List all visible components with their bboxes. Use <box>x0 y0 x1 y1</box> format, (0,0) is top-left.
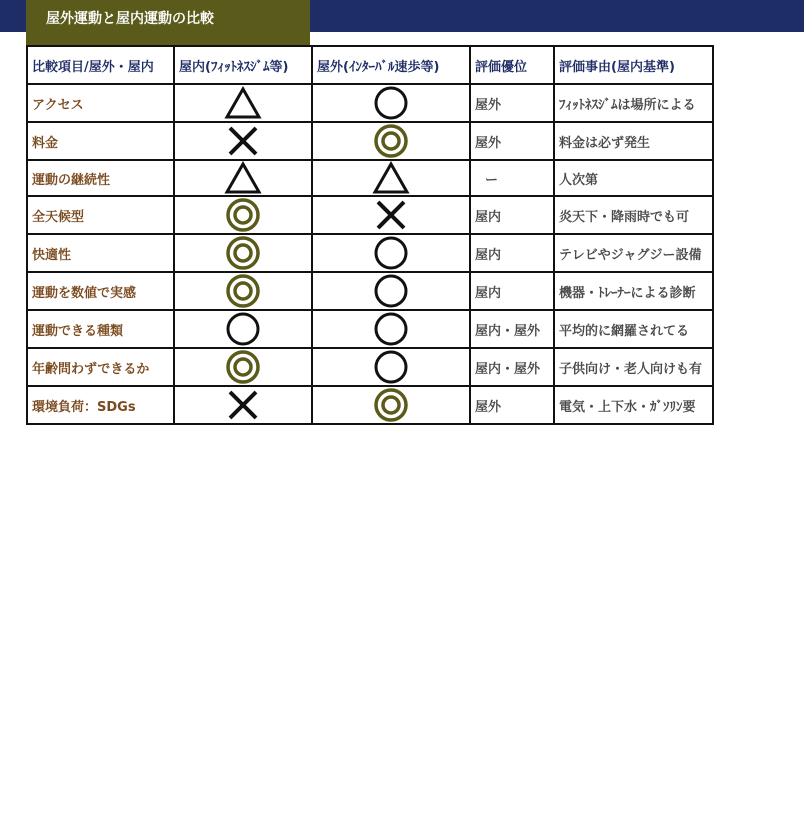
triangle-mark-icon <box>224 86 262 120</box>
item-label: 快適性 <box>27 234 174 272</box>
double-circle-mark-icon <box>373 123 409 159</box>
item-label: アクセス <box>27 84 174 122</box>
triangle-mark-icon <box>372 161 410 195</box>
table-row <box>27 234 713 272</box>
outdoor-rating <box>312 272 470 310</box>
comparison-table <box>26 45 714 425</box>
header-outdoor: 屋外(ｲﾝﾀｰﾊﾞﾙ速歩等) <box>312 46 470 84</box>
table-row <box>27 84 713 122</box>
indoor-rating <box>174 386 312 424</box>
table-row <box>27 310 713 348</box>
indoor-rating <box>174 348 312 386</box>
cross-mark-icon <box>373 197 409 233</box>
outdoor-rating <box>312 234 470 272</box>
advantage-value: 屋内・屋外 <box>470 348 554 386</box>
reason-text: 電気・上下水・ｶﾞｿﾘﾝ要 <box>554 386 713 424</box>
double-circle-mark-icon <box>373 387 409 423</box>
outdoor-rating <box>312 122 470 160</box>
outdoor-rating <box>312 160 470 196</box>
item-label: 環境負荷：SDGs <box>27 386 174 424</box>
advantage-value: 屋外 <box>470 84 554 122</box>
reason-text: 子供向け・老人向けも有 <box>554 348 713 386</box>
circle-mark-icon <box>373 349 409 385</box>
header-reason: 評価事由(屋内基準) <box>554 46 713 84</box>
reason-text: 機器・ﾄﾚｰﾅｰによる診断 <box>554 272 713 310</box>
header-indoor: 屋内(ﾌｨｯﾄﾈｽｼﾞﾑ等) <box>174 46 312 84</box>
indoor-rating <box>174 310 312 348</box>
header-advantage: 評価優位 <box>470 46 554 84</box>
sheet-title: 屋外運動と屋内運動の比較 <box>26 0 310 45</box>
circle-mark-icon <box>373 273 409 309</box>
double-circle-mark-icon <box>225 235 261 271</box>
table-row <box>27 272 713 310</box>
table-row <box>27 160 713 196</box>
circle-mark-icon <box>373 311 409 347</box>
indoor-rating <box>174 234 312 272</box>
advantage-value: ー <box>470 160 554 196</box>
indoor-rating <box>174 122 312 160</box>
table-row <box>27 122 713 160</box>
reason-text: 炎天下・降雨時でも可 <box>554 196 713 234</box>
double-circle-mark-icon <box>225 349 261 385</box>
advantage-value: 屋内 <box>470 272 554 310</box>
indoor-rating <box>174 272 312 310</box>
outdoor-rating <box>312 84 470 122</box>
outdoor-rating <box>312 348 470 386</box>
outdoor-rating <box>312 310 470 348</box>
reason-text: 人次第 <box>554 160 713 196</box>
table-row <box>27 348 713 386</box>
circle-mark-icon <box>373 235 409 271</box>
item-label: 料金 <box>27 122 174 160</box>
double-circle-mark-icon <box>225 197 261 233</box>
header-item: 比較項目/屋外・屋内 <box>27 46 174 84</box>
advantage-value: 屋内 <box>470 234 554 272</box>
circle-mark-icon <box>225 311 261 347</box>
indoor-rating <box>174 160 312 196</box>
reason-text: テレビやジャグジー設備 <box>554 234 713 272</box>
item-label: 運動を数値で実感 <box>27 272 174 310</box>
outdoor-rating <box>312 386 470 424</box>
table-row <box>27 386 713 424</box>
triangle-mark-icon <box>224 161 262 195</box>
advantage-value: 屋外 <box>470 122 554 160</box>
cross-mark-icon <box>225 123 261 159</box>
reason-text: ﾌｨｯﾄﾈｽｼﾞﾑは場所による <box>554 84 713 122</box>
item-label: 年齢問わずできるか <box>27 348 174 386</box>
reason-text: 平均的に網羅されてる <box>554 310 713 348</box>
indoor-rating <box>174 196 312 234</box>
advantage-value: 屋内・屋外 <box>470 310 554 348</box>
cross-mark-icon <box>225 387 261 423</box>
item-label: 運動の継続性 <box>27 160 174 196</box>
header-row <box>27 46 713 84</box>
reason-text: 料金は必ず発生 <box>554 122 713 160</box>
indoor-rating <box>174 84 312 122</box>
table-row <box>27 196 713 234</box>
circle-mark-icon <box>373 85 409 121</box>
item-label: 全天候型 <box>27 196 174 234</box>
advantage-value: 屋外 <box>470 386 554 424</box>
item-label: 運動できる種類 <box>27 310 174 348</box>
advantage-value: 屋内 <box>470 196 554 234</box>
outdoor-rating <box>312 196 470 234</box>
double-circle-mark-icon <box>225 273 261 309</box>
